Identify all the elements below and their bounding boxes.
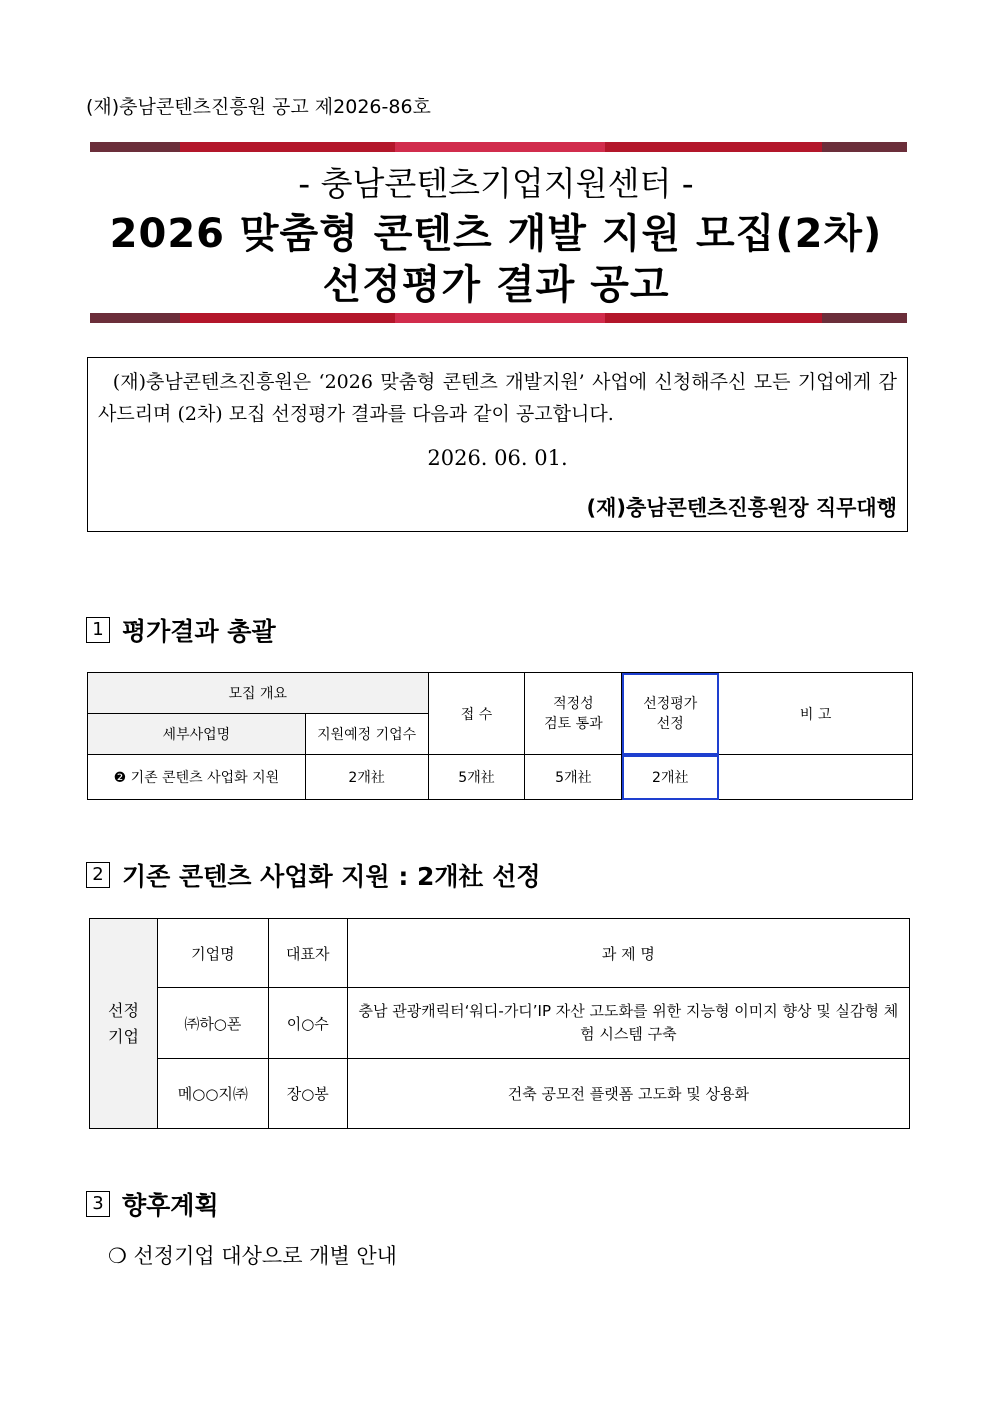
table-row (90, 1059, 910, 1129)
page-title-line2: 선정평가 결과 공고 (322, 262, 670, 308)
section-title: 기존 콘텐츠 사업화 지원 : 2개社 선정 (122, 862, 541, 891)
cell-company: ㈜하○폰 (157, 988, 268, 1059)
cell-review: 5개社 (525, 755, 622, 800)
cell-task: 건축 공모전 플랫폼 고도화 및 상용화 (347, 1059, 909, 1129)
selected-companies-table (89, 918, 910, 1129)
side-label: 선정 기업 (90, 919, 158, 1129)
announcement-date: 2026. 06. 01. (427, 446, 568, 470)
header-selected: 선정평가 선정 (622, 673, 719, 755)
section-number: 3 (86, 1191, 110, 1217)
section-title: 평가결과 총괄 (122, 617, 276, 646)
cell-planned: 2개社 (305, 755, 428, 800)
subtitle: - 충남콘텐츠기업지원센터 - (298, 164, 694, 203)
section-heading-3 (86, 1186, 219, 1222)
header-review: 적정성 검토 통과 (525, 673, 622, 755)
header-receipt: 접 수 (428, 673, 525, 755)
cell-ceo: 장○봉 (268, 1059, 347, 1129)
signature: (재)충남콘텐츠진흥원장 직무대행 (586, 496, 897, 520)
table-row (88, 755, 913, 800)
cell-selected: 2개社 (622, 755, 719, 800)
header-company: 기업명 (157, 919, 268, 988)
intro-box (87, 357, 908, 532)
header-overview: 모집 개요 (88, 673, 429, 714)
section-heading-2 (86, 857, 541, 893)
header-task: 과 제 명 (347, 919, 909, 988)
circle-bullet-icon: ❍ (108, 1244, 127, 1268)
section-number: 1 (86, 617, 110, 643)
cell-task: 충남 관광캐릭터‘워디-가디’IP 자산 고도화를 위한 지능형 이미지 향상 및 실감형 체험 시스템 구축 (347, 988, 909, 1059)
intro-text: (재)충남콘텐츠진흥원은 ‘2026 맞춤형 콘텐츠 개발지원’ 사업에 신청해주신 모든 기업에게 감사드리며 (2차) 모집 선정평가 결과를 다음과 같이 공고합니다. (98, 371, 897, 425)
header-planned: 지원예정 기업수 (305, 714, 428, 755)
decorative-bar-bottom (90, 313, 907, 323)
section-heading-1 (86, 612, 276, 648)
evaluation-summary-table (87, 672, 913, 800)
page-title: 2026 맞춤형 콘텐츠 개발 지원 모집(2차) (109, 211, 883, 257)
header-project: 세부사업명 (88, 714, 306, 755)
header-ceo: 대표자 (268, 919, 347, 988)
decorative-bar-top (90, 142, 907, 152)
table-row (90, 988, 910, 1059)
plan-item (108, 1240, 397, 1270)
cell-note (719, 755, 913, 800)
section-title: 향후계획 (122, 1191, 219, 1220)
header-note: 비 고 (719, 673, 913, 755)
cell-project: ❷ 기존 콘텐츠 사업화 지원 (88, 755, 306, 800)
notice-number: (재)충남콘텐츠진흥원 공고 제2026-86호 (86, 96, 431, 118)
cell-receipt: 5개社 (428, 755, 525, 800)
plan-text: 선정기업 대상으로 개별 안내 (133, 1244, 397, 1268)
section-number: 2 (86, 862, 110, 888)
cell-company: 메○○지㈜ (157, 1059, 268, 1129)
cell-ceo: 이○수 (268, 988, 347, 1059)
